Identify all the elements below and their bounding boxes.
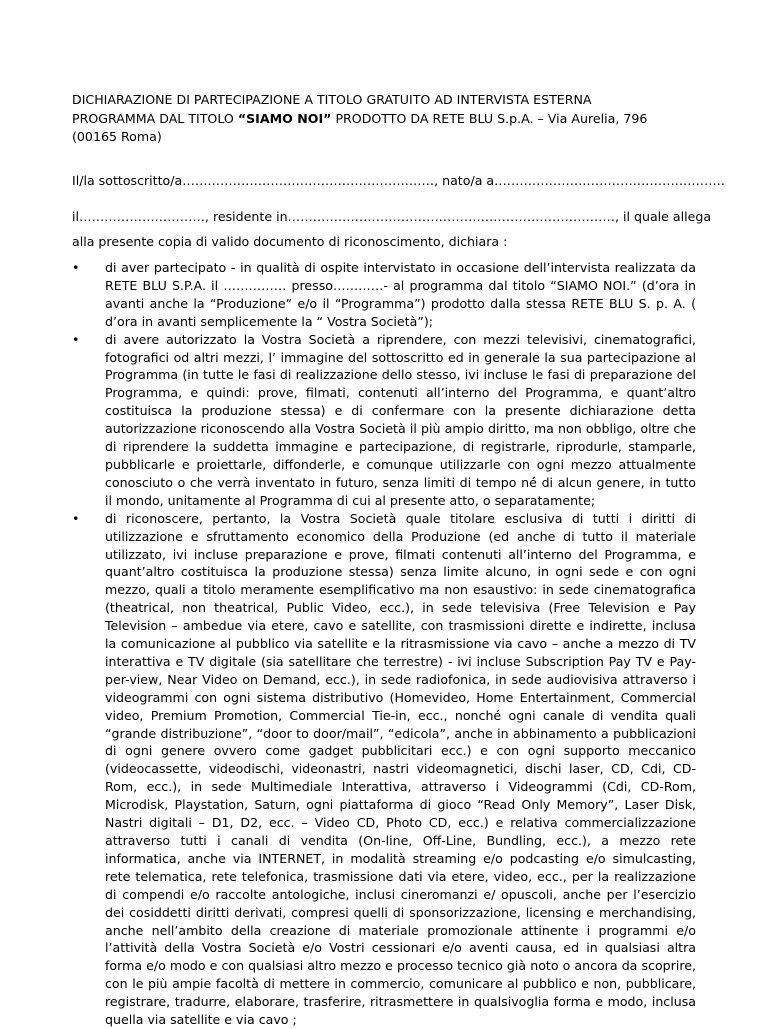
list-item	[72, 510, 696, 1029]
heading-line-3: (00165 Roma)	[72, 129, 162, 144]
declaration-list	[72, 259, 696, 1029]
heading-line-1: DICHIARAZIONE DI PARTECIPAZIONE A TITOLO GRATUITO AD INTERVISTA ESTERNA	[72, 92, 592, 107]
program-title: “SIAMO NOI”	[237, 110, 332, 126]
list-item	[72, 331, 696, 510]
declarant-statement-line: alla presente copia di valido documento di riconoscimento, dichiara :	[72, 234, 508, 249]
bullet-icon: •	[72, 260, 80, 275]
heading-line-2-prefix: PROGRAMMA DAL TITOLO	[72, 110, 238, 126]
document-heading	[72, 91, 702, 147]
list-item-text: di aver partecipato - in qualità di ospite intervistato in occasione dell’intervista realizzata da RETE BLU S.P.A. il …………… presso…………- al programma dal titolo “SIAMO NOI.” (d’ora in avanti anche la “Produzione” e/o il “Programma”) prodotto dalla stessa RETE BLU S. p. A. ( d’ora in avanti semplicemente la “ Vostra Società”);	[105, 260, 696, 329]
heading-line-2	[72, 110, 702, 129]
list-item-text: di riconoscere, pertanto, la Vostra Società quale titolare esclusiva di tutti i diritti di utilizzazione e sfruttamento economico della Produzione (ed anche di tutto il materiale utilizzato, ivi incluse preparazione e prove, filmati contenuti all’interno del Programma, e quant’altro costituisca la produzione stessa) senza limite alcuno, in ogni sede e con ogni mezzo, quali a titolo meramente esemplificativo ma non esaustivo: in sede cinematografica (theatrical, non theatrical, Public Video, ecc.), in sede televisiva (Free Television e Pay Television – ambedue via etere, cavo e satellite, con trasmissioni dirette e indirette, inclusa la comunicazione al pubblico via satellite e la ritrasmissione via cavo – anche a mezzo di TV interattiva e TV digitale (sia satellitare che terrestre) - ivi incluse Subscription Pay TV e Pay-per-view, Near Video on Demand, ecc.), in sede radiofonica, in sede audiovisiva attraverso i videogrammi con ogni sistema distributivo (Homevideo, Home Entertainment, Commercial video, Premium Promotion, Commercial Tie-in, ecc., nonché ogni canale di vendita quali “grande distribuzione”, “door to door/mail”, “edicola”, anche in abbinamento a pubblicazioni di ogni genere ovvero come gadget pubblicitari ecc.) e con ogni supporto meccanico (videocassette, videodischi, videonastri, nastri videomagnetici, dischi laser, CD, Cdi, CD-Rom, ecc.), in sede Multimediale Interattiva, attraverso i Videogrammi (Cdi, CD-Rom, Microdisk, Playstation, Saturn, ogni piattaforma di gioco “Read Only Memory”, Laser Disk, Nastri digitali – D1, D2, ecc. – Video CD, Photo CD, ecc.) e relativa commercializzazione attraverso tutti i canali di vendita (On-line, Off-Line, Bundling, ecc.), a mezzo rete informatica, anche via INTERNET, in modalità streaming e/o podcasting e/o simulcasting, rete telematica, rete telefonica, trasmissione dati via etere, video, ecc., per la realizzazione di compendi e/o raccolte antologiche, inclusi cineromanzi e/ opuscoli, anche per l’esercizio dei cosiddetti diritti derivati, compresi quelli di sponsorizzazione, licensing e merchandising, anche nell’ambito della creazione di materiale promozionale attinente i programmi e/o l’attività della Vostra Società e/o Vostri cessionari e/o aventi causa, ed in qualsiasi altra forma e/o modo e con qualsiasi altro mezzo e processo tecnico già noto o ancora da scoprire, con le più ampie facoltà di mettere in commercio, comunicare al pubblico e non, pubblicare, registrare, tradurre, elaborare, trasferire, ritrasmettere in qualsivoglia forma e modo, inclusa quella via satellite e via cavo ;	[105, 510, 696, 1028]
list-item-text: di avere autorizzato la Vostra Società a riprendere, con mezzi televisivi, cinematografici, fotografici od altri mezzi, l’ immagine del sottoscritto ed in generale la sua partecipazione al Programma (in tutte le fasi di realizzazione dello stesso, ivi incluse le fasi di preparazione del Programma, e quindi: prove, filmati, contenuti all’interno del Programma, e quant’altro costituisca la produzione stessa) e di confermare con la presente dichiarazione detta autorizzazione riconoscendo alla Vostra Società il più ampio diritto, ma non obbligo, oltre che di riprendere la suddetta immagine e partecipazione, di registrarle, riprodurle, stamparle, pubblicarle e proiettarle, diffonderle, e comunque utilizzarle con ogni mezzo attualmente conosciuto o che verrà inventato in futuro, senza limiti di tempo né di alcun genere, in tutto il mondo, unitamente al Programma di cui al presente atto, o separatamente;	[105, 331, 696, 508]
declarant-name-line: Il/la sottoscritto/a……………………………………………………, nato/a a……………………………………………….	[72, 173, 725, 188]
heading-line-2-suffix: PRODOTTO DA RETE BLU S.p.A. – Via Aurelia, 796	[331, 110, 648, 126]
bullet-icon: •	[72, 331, 80, 347]
declarant-date-residence-line: il…………………………, residente in……………………………………………………………………, il quale allega	[72, 209, 712, 224]
bullet-icon: •	[72, 510, 80, 526]
list-item	[72, 259, 696, 331]
